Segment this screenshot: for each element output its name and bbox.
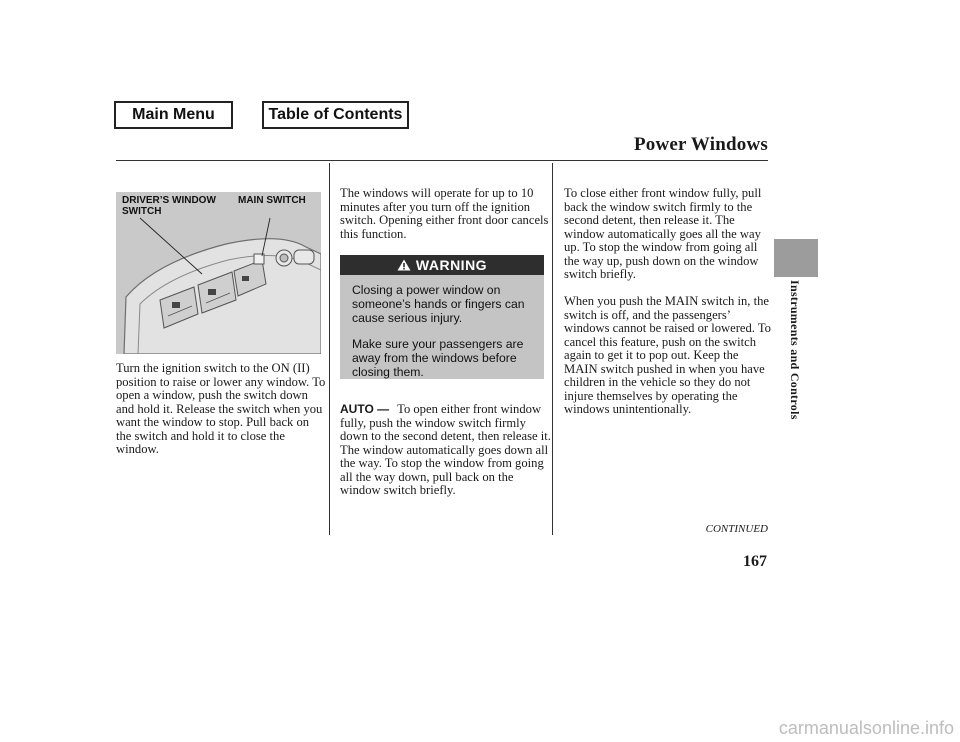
warning-body xyxy=(340,275,544,379)
ignition-paragraph: Turn the ignition switch to the ON (II) position to raise or lower any window. To open a window, push the switch down and hold it. Release the switch when you want the window to stop. Pull back on the switch and hold it to close the window. xyxy=(116,361,326,456)
continued-marker: CONTINUED xyxy=(705,523,768,535)
warning-header xyxy=(340,255,544,275)
column-divider xyxy=(552,163,553,535)
section-tab-label: Instruments and Controls xyxy=(788,280,802,420)
title-divider xyxy=(116,160,768,161)
switch-panel-figure xyxy=(116,192,321,354)
page-title: Power Windows xyxy=(633,134,768,155)
warning-triangle-icon xyxy=(397,259,411,271)
driver-window-switch-label: DRIVER’S WINDOW SWITCH xyxy=(122,195,216,217)
auto-open-text: To open either front window fully, push the window switch firmly down to the second detent, then release it. The window automatically goes down all the way. To stop the window from going all the way down, pull back on the window switch briefly. xyxy=(340,402,551,497)
warning-text: Make sure your passengers are away from the windows before closing them. xyxy=(352,337,524,379)
main-switch-label: MAIN SWITCH xyxy=(238,195,306,206)
warning-text: Closing a power window on someone’s hands or fingers can cause serious injury. xyxy=(352,283,525,325)
auto-lead: AUTO — xyxy=(340,402,390,416)
main-menu-button[interactable]: Main Menu xyxy=(114,101,233,129)
page-number: 167 xyxy=(743,553,767,570)
auto-open-paragraph xyxy=(340,403,552,498)
main-switch-paragraph: When you push the MAIN switch in, the switch is off, and the passengers’ windows cannot be raised or lowered. To cancel this feature, push on the switch again to get it to pop out. Keep the MAIN switch pushed in when you have children in the vehicle so they do not injure themselves by operating the windows unintentionally. xyxy=(564,294,771,416)
operation-time-paragraph: The windows will operate for up to 10 minutes after you turn off the ignition switch. Opening either front door cancels this function. xyxy=(340,186,549,241)
auto-close-paragraph: To close either front window fully, pull back the window switch firmly to the second detent, then release it. The window automatically goes all the way up. To stop the window from going all the way up, push down on the window switch briefly. xyxy=(564,186,762,281)
warning-title: WARNING xyxy=(415,257,488,273)
section-tab-marker xyxy=(774,239,818,277)
watermark: carmanualsonline.info xyxy=(778,718,954,738)
column-divider xyxy=(329,163,330,535)
table-of-contents-button[interactable]: Table of Contents xyxy=(262,101,409,129)
warning-box xyxy=(340,255,544,379)
